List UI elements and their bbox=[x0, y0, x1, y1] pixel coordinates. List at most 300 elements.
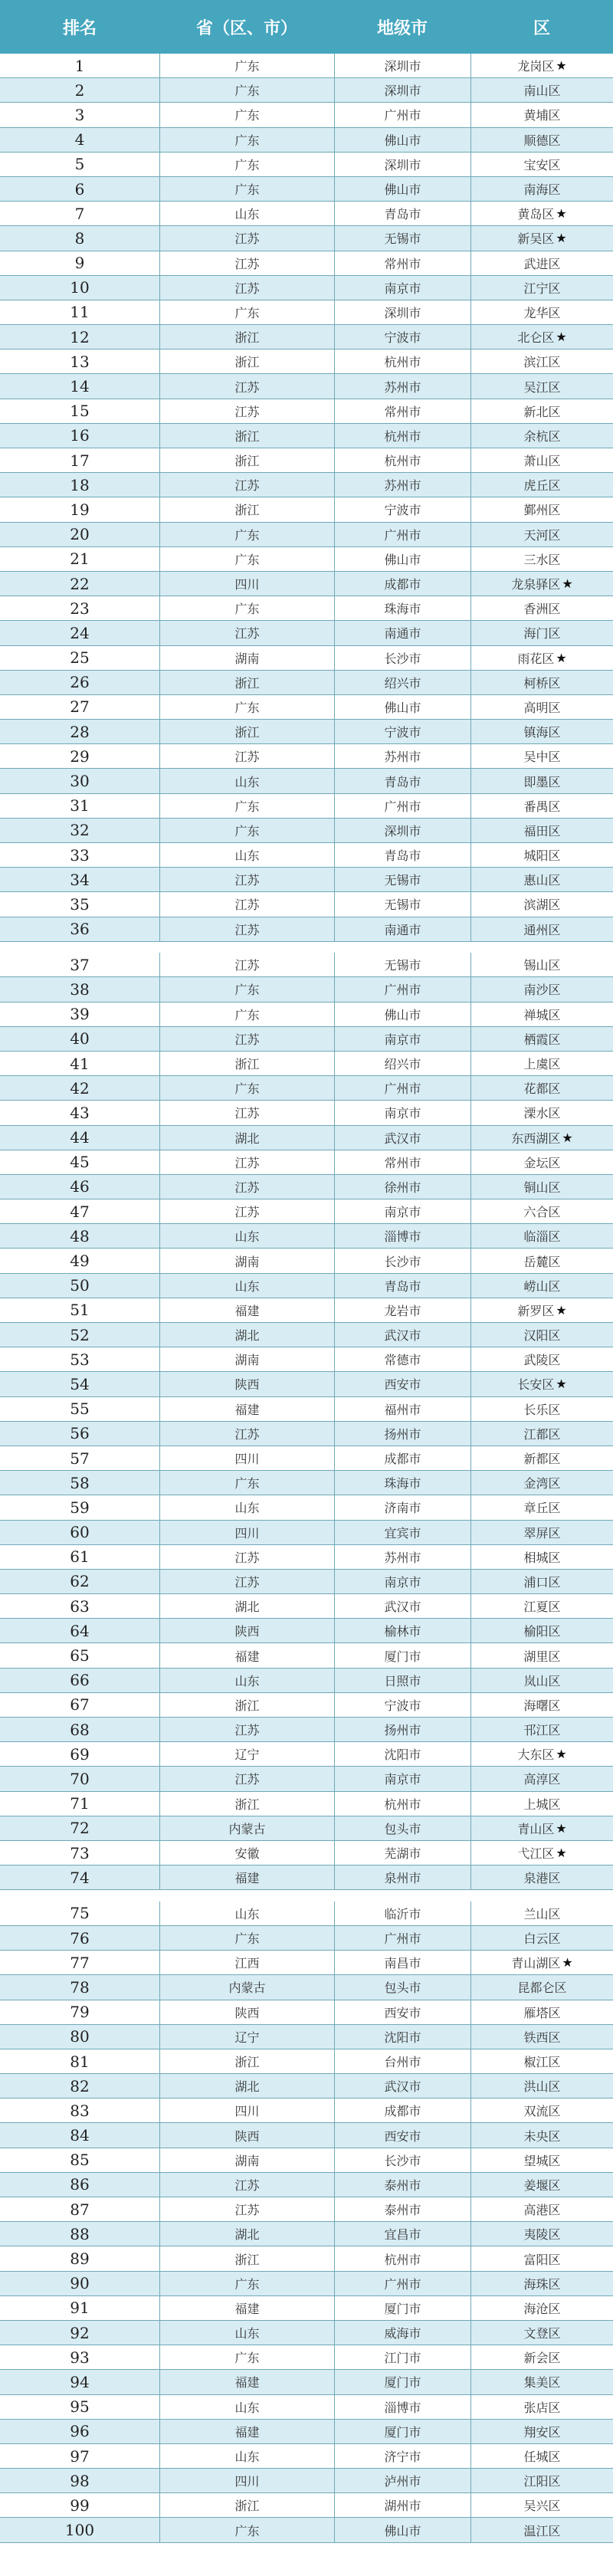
city-cell bbox=[334, 1471, 470, 1495]
table-header bbox=[0, 0, 613, 54]
province-cell-text: 内蒙古 bbox=[228, 1821, 266, 1836]
rank-cell-text: 60 bbox=[70, 1523, 90, 1542]
district-cell-text: 张店区 bbox=[523, 2400, 561, 2415]
city-cell bbox=[334, 1274, 470, 1298]
rank-cell-text: 90 bbox=[70, 2274, 90, 2293]
rank-cell bbox=[0, 871, 159, 889]
rank-cell bbox=[0, 920, 159, 938]
district-cell bbox=[470, 1249, 613, 1272]
district-cell bbox=[470, 2370, 613, 2394]
city-cell bbox=[334, 917, 470, 941]
rank-cell bbox=[0, 1498, 159, 1517]
district-cell bbox=[470, 1446, 613, 1470]
province-cell bbox=[159, 2370, 334, 2394]
district-cell-text: 海沧区 bbox=[523, 2301, 561, 2316]
province-cell bbox=[159, 1422, 334, 1446]
province-cell bbox=[159, 276, 334, 300]
rank-cell-text: 82 bbox=[70, 2076, 90, 2095]
city-cell-text: 无锡市 bbox=[384, 873, 421, 888]
province-cell bbox=[159, 769, 334, 792]
district-cell bbox=[470, 769, 613, 792]
district-cell bbox=[470, 1521, 613, 1544]
district-cell-text: 顺德区 bbox=[523, 133, 561, 148]
rank-cell bbox=[0, 229, 159, 248]
province-cell-text: 浙江 bbox=[234, 675, 260, 691]
district-cell bbox=[470, 843, 613, 867]
district-cell-text: 龙岗区 bbox=[517, 59, 555, 74]
city-cell bbox=[334, 1372, 470, 1396]
province-cell-text: 江苏 bbox=[234, 922, 260, 937]
district-cell-text: 岳麓区 bbox=[523, 1254, 561, 1269]
table-row bbox=[0, 202, 613, 226]
district-cell bbox=[470, 1792, 613, 1816]
province-cell-text: 广东 bbox=[234, 59, 260, 74]
table-row bbox=[0, 251, 613, 276]
district-cell-text: 黄岛区 bbox=[517, 207, 555, 222]
rank-cell-text: 47 bbox=[70, 1202, 90, 1221]
province-cell-text: 广东 bbox=[234, 1007, 260, 1022]
district-cell-text: 未央区 bbox=[523, 2128, 561, 2144]
city-cell-text: 福州市 bbox=[384, 1402, 421, 1417]
province-cell-text: 福建 bbox=[234, 1649, 260, 1664]
province-cell-text: 浙江 bbox=[234, 428, 260, 444]
table-row bbox=[0, 953, 613, 977]
rank-cell bbox=[0, 2225, 159, 2243]
city-cell-text: 青岛市 bbox=[384, 1278, 421, 1294]
city-cell-text: 泰州市 bbox=[384, 2203, 421, 2218]
rank-cell bbox=[0, 500, 159, 519]
city-cell bbox=[334, 547, 470, 571]
province-cell-text: 江苏 bbox=[234, 256, 260, 271]
province-cell bbox=[159, 843, 334, 867]
province-cell bbox=[159, 1521, 334, 1544]
rank-cell-text: 18 bbox=[70, 475, 90, 494]
rank-cell bbox=[0, 599, 159, 618]
province-cell-text: 辽宁 bbox=[234, 2030, 260, 2045]
star-icon: ★ bbox=[556, 206, 567, 222]
table-row bbox=[0, 497, 613, 522]
rank-cell-text: 37 bbox=[70, 955, 90, 974]
city-cell bbox=[334, 1767, 470, 1790]
city-cell-text: 芜湖市 bbox=[384, 1846, 421, 1862]
city-cell bbox=[334, 2296, 470, 2320]
rank-cell-text: 33 bbox=[70, 845, 90, 865]
city-cell-text: 湖州市 bbox=[384, 2499, 421, 2514]
city-cell bbox=[334, 1718, 470, 1741]
rank-cell bbox=[0, 205, 159, 223]
province-cell bbox=[159, 1951, 334, 1974]
province-cell-text: 江苏 bbox=[234, 2177, 260, 2193]
city-cell-text: 广州市 bbox=[384, 108, 421, 123]
district-cell-text: 昆都仑区 bbox=[517, 1980, 567, 1996]
province-cell bbox=[159, 2518, 334, 2542]
district-cell bbox=[470, 1224, 613, 1248]
district-cell-text: 青山湖区 bbox=[511, 1956, 561, 1971]
province-cell bbox=[159, 374, 334, 398]
city-cell-text: 包头市 bbox=[384, 1980, 421, 1996]
district-cell-text: 新会区 bbox=[523, 2351, 561, 2366]
district-cell bbox=[470, 1076, 613, 1100]
province-cell-text: 江苏 bbox=[234, 626, 260, 642]
city-cell-text: 南京市 bbox=[384, 281, 421, 296]
city-cell bbox=[334, 1975, 470, 1999]
province-cell bbox=[159, 1446, 334, 1470]
city-cell bbox=[334, 2246, 470, 2270]
city-cell bbox=[334, 720, 470, 743]
city-cell bbox=[334, 1545, 470, 1569]
city-cell bbox=[334, 2222, 470, 2246]
district-cell bbox=[470, 2469, 613, 2492]
rank-cell bbox=[0, 1721, 159, 1739]
province-cell-text: 陕西 bbox=[234, 1377, 260, 1393]
rank-cell bbox=[0, 1794, 159, 1813]
table-row bbox=[0, 153, 613, 177]
table-row bbox=[0, 868, 613, 892]
province-cell-text: 陕西 bbox=[234, 2005, 260, 2020]
rank-cell-text: 25 bbox=[70, 648, 90, 668]
province-cell-text: 广东 bbox=[234, 108, 260, 123]
rank-cell-text: 57 bbox=[70, 1449, 90, 1468]
rank-cell bbox=[0, 1005, 159, 1023]
table-row bbox=[0, 424, 613, 448]
city-cell-text: 南昌市 bbox=[384, 1956, 421, 1971]
city-cell-text: 宜昌市 bbox=[384, 2227, 421, 2243]
district-cell bbox=[470, 128, 613, 152]
district-cell bbox=[470, 424, 613, 448]
district-cell-text: 海曙区 bbox=[523, 1698, 561, 1713]
province-cell-text: 四川 bbox=[234, 1525, 260, 1541]
rank-cell-text: 22 bbox=[70, 574, 90, 593]
province-cell-text: 江苏 bbox=[234, 1155, 260, 1170]
province-cell-text: 浙江 bbox=[234, 503, 260, 518]
table-row bbox=[0, 720, 613, 744]
rank-cell-text: 79 bbox=[70, 2003, 90, 2022]
district-cell-text: 城阳区 bbox=[523, 848, 561, 864]
district-cell-text: 东西湖区 bbox=[511, 1130, 561, 1146]
province-cell bbox=[159, 226, 334, 250]
city-cell-text: 佛山市 bbox=[384, 182, 421, 198]
district-cell-text: 雁塔区 bbox=[523, 2005, 561, 2020]
province-cell bbox=[159, 1150, 334, 1174]
rank-cell bbox=[0, 106, 159, 124]
district-cell-text: 禅城区 bbox=[523, 1007, 561, 1022]
province-cell bbox=[159, 596, 334, 620]
city-cell bbox=[334, 276, 470, 300]
province-cell bbox=[159, 1347, 334, 1371]
rank-cell-text: 28 bbox=[70, 722, 90, 741]
city-cell-text: 宁波市 bbox=[384, 503, 421, 518]
table-row bbox=[0, 2444, 613, 2469]
city-cell bbox=[334, 1866, 470, 1889]
rank-cell bbox=[0, 1695, 159, 1714]
province-cell-text: 江苏 bbox=[234, 231, 260, 247]
district-cell-text: 溧水区 bbox=[523, 1106, 561, 1121]
rank-cell bbox=[0, 1055, 159, 1073]
district-cell bbox=[470, 1619, 613, 1642]
province-cell bbox=[159, 1816, 334, 1840]
table-row bbox=[0, 2197, 613, 2222]
province-cell-text: 广东 bbox=[234, 983, 260, 998]
province-cell bbox=[159, 2469, 334, 2492]
city-cell bbox=[334, 473, 470, 497]
table-row bbox=[0, 695, 613, 720]
city-cell-text: 西安市 bbox=[384, 2005, 421, 2020]
province-cell bbox=[159, 2246, 334, 2270]
province-cell bbox=[159, 2074, 334, 2098]
district-cell bbox=[470, 695, 613, 719]
district-cell-text: 六合区 bbox=[523, 1205, 561, 1220]
province-cell-text: 山东 bbox=[234, 1501, 260, 1516]
province-cell bbox=[159, 202, 334, 225]
star-icon: ★ bbox=[556, 1302, 567, 1318]
city-cell-text: 佛山市 bbox=[384, 133, 421, 148]
district-cell bbox=[470, 349, 613, 373]
city-cell bbox=[334, 202, 470, 225]
rank-cell bbox=[0, 1904, 159, 1922]
table-row bbox=[0, 1643, 613, 1668]
district-cell bbox=[470, 671, 613, 694]
city-cell-text: 榆林市 bbox=[384, 1624, 421, 1639]
city-cell-text: 深圳市 bbox=[384, 84, 421, 99]
district-cell-text: 南沙区 bbox=[523, 983, 561, 998]
table-section bbox=[0, 54, 613, 942]
rank-cell-text: 21 bbox=[70, 550, 90, 569]
city-cell-text: 广州市 bbox=[384, 1081, 421, 1097]
city-cell bbox=[334, 2049, 470, 2073]
table-row bbox=[0, 1052, 613, 1076]
rank-cell bbox=[0, 2472, 159, 2490]
rank-cell-text: 76 bbox=[70, 1928, 90, 1948]
table-row bbox=[0, 2148, 613, 2173]
district-cell-text: 吴江区 bbox=[523, 379, 561, 395]
table-row bbox=[0, 1471, 613, 1495]
province-cell bbox=[159, 977, 334, 1001]
rank-cell-text: 15 bbox=[70, 402, 90, 421]
district-cell bbox=[470, 1902, 613, 1925]
rank-cell-text: 70 bbox=[70, 1769, 90, 1788]
city-cell-text: 成都市 bbox=[384, 1452, 421, 1467]
province-cell-text: 四川 bbox=[234, 1452, 260, 1467]
province-cell bbox=[159, 448, 334, 472]
rank-cell bbox=[0, 1424, 159, 1442]
district-cell bbox=[470, 1767, 613, 1790]
province-cell-text: 浙江 bbox=[234, 454, 260, 469]
district-cell-text: 邗江区 bbox=[523, 1723, 561, 1738]
city-cell bbox=[334, 1076, 470, 1100]
province-cell bbox=[159, 1372, 334, 1396]
province-cell-text: 山东 bbox=[234, 2400, 260, 2415]
city-cell-text: 杭州市 bbox=[384, 428, 421, 444]
province-cell-text: 江苏 bbox=[234, 1574, 260, 1590]
rank-cell bbox=[0, 1978, 159, 1997]
city-cell bbox=[334, 1902, 470, 1925]
district-cell-text: 上虞区 bbox=[523, 1057, 561, 1072]
city-cell bbox=[334, 671, 470, 694]
city-cell-text: 杭州市 bbox=[384, 1797, 421, 1812]
province-cell-text: 陕西 bbox=[234, 1624, 260, 1639]
city-cell bbox=[334, 695, 470, 719]
province-cell bbox=[159, 1841, 334, 1865]
province-cell bbox=[159, 1902, 334, 1925]
rank-cell bbox=[0, 796, 159, 815]
city-cell bbox=[334, 128, 470, 152]
district-cell bbox=[470, 1052, 613, 1075]
rank-cell bbox=[0, 1350, 159, 1369]
rank-cell bbox=[0, 673, 159, 691]
city-cell bbox=[334, 2345, 470, 2369]
city-cell-text: 珠海市 bbox=[384, 602, 421, 617]
city-cell bbox=[334, 1126, 470, 1150]
province-cell-text: 四川 bbox=[234, 2104, 260, 2119]
rank-cell-text: 64 bbox=[70, 1621, 90, 1640]
rank-cell bbox=[0, 1252, 159, 1270]
district-cell-text: 相城区 bbox=[523, 1550, 561, 1565]
district-cell bbox=[470, 54, 613, 77]
district-cell bbox=[470, 1669, 613, 1692]
rank-cell bbox=[0, 1326, 159, 1344]
district-cell-text: 天河区 bbox=[523, 527, 561, 543]
province-cell-text: 福建 bbox=[234, 1871, 260, 1886]
city-cell bbox=[334, 1570, 470, 1593]
table-row bbox=[0, 325, 613, 349]
table-row bbox=[0, 349, 613, 374]
province-cell bbox=[159, 399, 334, 423]
city-cell-text: 南通市 bbox=[384, 626, 421, 642]
rank-cell-text: 9 bbox=[74, 254, 85, 273]
city-cell bbox=[334, 523, 470, 546]
city-cell-text: 扬州市 bbox=[384, 1426, 421, 1442]
rank-cell bbox=[0, 772, 159, 790]
table-row bbox=[0, 523, 613, 547]
district-cell-text: 翠屏区 bbox=[523, 1525, 561, 1541]
rank-cell-text: 23 bbox=[70, 599, 90, 618]
rank-cell-text: 51 bbox=[70, 1301, 90, 1320]
rank-cell bbox=[0, 1929, 159, 1948]
district-cell bbox=[470, 177, 613, 201]
rank-cell-text: 30 bbox=[70, 772, 90, 791]
rank-cell-text: 71 bbox=[70, 1794, 90, 1813]
city-cell-text: 泉州市 bbox=[384, 1871, 421, 1886]
rank-cell-text: 95 bbox=[70, 2397, 90, 2417]
city-cell-text: 淄博市 bbox=[384, 1229, 421, 1245]
province-cell-text: 山东 bbox=[234, 2450, 260, 2465]
rank-cell-text: 44 bbox=[70, 1128, 90, 1147]
table-row bbox=[0, 2049, 613, 2074]
city-cell-text: 珠海市 bbox=[384, 1476, 421, 1491]
rank-cell-text: 19 bbox=[70, 500, 90, 519]
city-cell bbox=[334, 349, 470, 373]
province-cell-text: 广东 bbox=[234, 2523, 260, 2538]
city-cell-text: 绍兴市 bbox=[384, 675, 421, 691]
rank-cell bbox=[0, 1375, 159, 1393]
district-cell bbox=[470, 744, 613, 768]
city-cell-text: 苏州市 bbox=[384, 478, 421, 494]
province-cell-text: 广东 bbox=[234, 1476, 260, 1491]
rank-cell bbox=[0, 1153, 159, 1171]
table-row bbox=[0, 2246, 613, 2271]
province-cell-text: 江苏 bbox=[234, 1723, 260, 1738]
district-cell bbox=[470, 1841, 613, 1865]
city-cell-text: 南通市 bbox=[384, 922, 421, 937]
district-cell bbox=[470, 646, 613, 670]
city-cell-text: 扬州市 bbox=[384, 1723, 421, 1738]
district-cell bbox=[470, 1397, 613, 1421]
rank-cell bbox=[0, 1203, 159, 1221]
table-row bbox=[0, 448, 613, 473]
district-cell bbox=[470, 2518, 613, 2542]
city-cell-text: 徐州市 bbox=[384, 1180, 421, 1195]
city-cell bbox=[334, 497, 470, 521]
province-cell-text: 湖北 bbox=[234, 2079, 260, 2095]
rank-cell-text: 92 bbox=[70, 2323, 90, 2342]
rank-cell-text: 35 bbox=[70, 894, 90, 914]
province-cell-text: 江苏 bbox=[234, 1205, 260, 1220]
district-cell-text: 栖霞区 bbox=[523, 1032, 561, 1047]
province-cell-text: 浙江 bbox=[234, 725, 260, 740]
city-cell bbox=[334, 1594, 470, 1618]
table-row bbox=[0, 1545, 613, 1570]
province-cell bbox=[159, 1126, 334, 1150]
city-cell bbox=[334, 300, 470, 324]
rank-cell bbox=[0, 697, 159, 716]
rank-cell-text: 77 bbox=[70, 1953, 90, 1972]
district-cell-text: 金湾区 bbox=[523, 1476, 561, 1491]
rank-cell bbox=[0, 476, 159, 494]
rank-cell-text: 88 bbox=[70, 2224, 90, 2243]
rank-cell bbox=[0, 2324, 159, 2342]
star-icon: ★ bbox=[562, 1130, 573, 1145]
district-cell-text: 铁西区 bbox=[523, 2030, 561, 2045]
province-cell-text: 浙江 bbox=[234, 355, 260, 370]
province-cell bbox=[159, 2321, 334, 2345]
district-cell-text: 长乐区 bbox=[523, 1402, 561, 1417]
district-cell-text: 榆阳区 bbox=[523, 1624, 561, 1639]
table-row bbox=[0, 1274, 613, 1298]
district-cell-text: 龙泉驿区 bbox=[511, 577, 561, 592]
district-cell-text: 滨江区 bbox=[523, 355, 561, 370]
city-cell bbox=[334, 2148, 470, 2172]
rank-cell-text: 87 bbox=[70, 2200, 90, 2219]
table-row bbox=[0, 1224, 613, 1249]
city-cell-text: 济宁市 bbox=[384, 2450, 421, 2465]
province-cell-text: 湖北 bbox=[234, 1600, 260, 1615]
province-cell-text: 浙江 bbox=[234, 1797, 260, 1812]
rank-cell bbox=[0, 1954, 159, 1972]
rank-cell bbox=[0, 624, 159, 642]
rank-cell bbox=[0, 2175, 159, 2194]
province-cell bbox=[159, 2173, 334, 2197]
rank-cell bbox=[0, 1449, 159, 1468]
district-cell bbox=[470, 977, 613, 1001]
rank-cell-text: 68 bbox=[70, 1720, 90, 1739]
table-row bbox=[0, 1521, 613, 1545]
city-cell-text: 宁波市 bbox=[384, 1698, 421, 1713]
rank-cell-text: 96 bbox=[70, 2422, 90, 2441]
rank-cell bbox=[0, 2447, 159, 2466]
district-cell bbox=[470, 1175, 613, 1199]
table-row bbox=[0, 1446, 613, 1471]
province-cell-text: 江苏 bbox=[234, 873, 260, 888]
rank-cell bbox=[0, 1597, 159, 1616]
province-cell-text: 山东 bbox=[234, 1906, 260, 1921]
rank-cell-text: 27 bbox=[70, 697, 90, 717]
district-cell bbox=[470, 251, 613, 275]
city-cell-text: 深圳市 bbox=[384, 823, 421, 838]
rank-cell-text: 98 bbox=[70, 2471, 90, 2490]
city-cell-text: 武汉市 bbox=[384, 1600, 421, 1615]
district-cell-text: 江宁区 bbox=[523, 281, 561, 296]
city-cell bbox=[334, 1003, 470, 1026]
